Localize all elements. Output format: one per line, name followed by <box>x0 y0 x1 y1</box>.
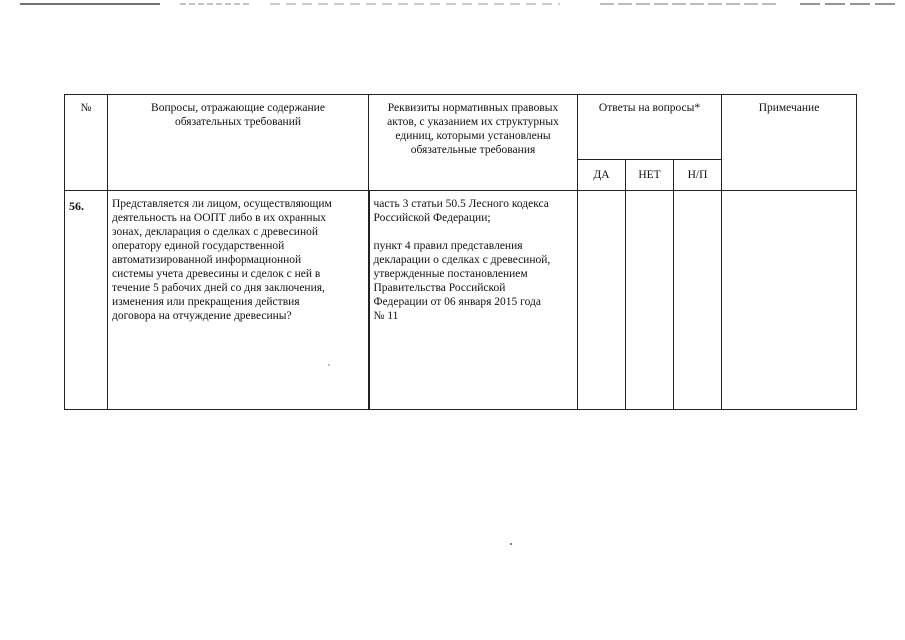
scan-speck <box>328 364 330 366</box>
header-answers: Ответы на вопросы* <box>578 95 722 160</box>
answer-yes-header: ДА <box>578 160 626 191</box>
row-number: 56. <box>65 191 108 410</box>
requisites-cell: часть 3 статьи 50.5 Лесного кодекса Российской Федерации; пункт 4 правил представления декларации о сделках с древесиной, утвержденные постановлением Правительства Российской Федерации от 06 января 2015 года № 11 <box>369 191 578 410</box>
note-cell[interactable] <box>722 191 857 410</box>
header-requisites: Реквизиты нормативных правовых актов, с указанием их структурных единиц, которыми установлены обязательные требования <box>369 95 578 191</box>
requirements-table <box>64 94 857 410</box>
header-questions: Вопросы, отражающие содержание обязательных требований <box>108 95 369 191</box>
header-number: № <box>65 95 108 191</box>
answer-na-cell[interactable] <box>674 191 722 410</box>
answer-yes-cell[interactable] <box>578 191 626 410</box>
header-note: Примечание <box>722 95 857 191</box>
table-header-row <box>65 95 857 160</box>
question-cell: Представляется ли лицом, осуществляющим деятельность на ООПТ либо в их охранных зонах, декларация о сделках с древесиной оператору единой государственной автоматизированной информационной системы учета древесины и сделок с ней в течение 5 рабочих дней со дня заключения, изменения или прекращения действия договора на отчуждение древесины? <box>108 191 369 410</box>
answer-na-header: Н/П <box>674 160 722 191</box>
answer-no-header: НЕТ <box>626 160 674 191</box>
scan-edge-lines <box>0 0 905 8</box>
scan-speck <box>510 543 512 545</box>
answer-no-cell[interactable] <box>626 191 674 410</box>
table-row <box>65 191 857 410</box>
